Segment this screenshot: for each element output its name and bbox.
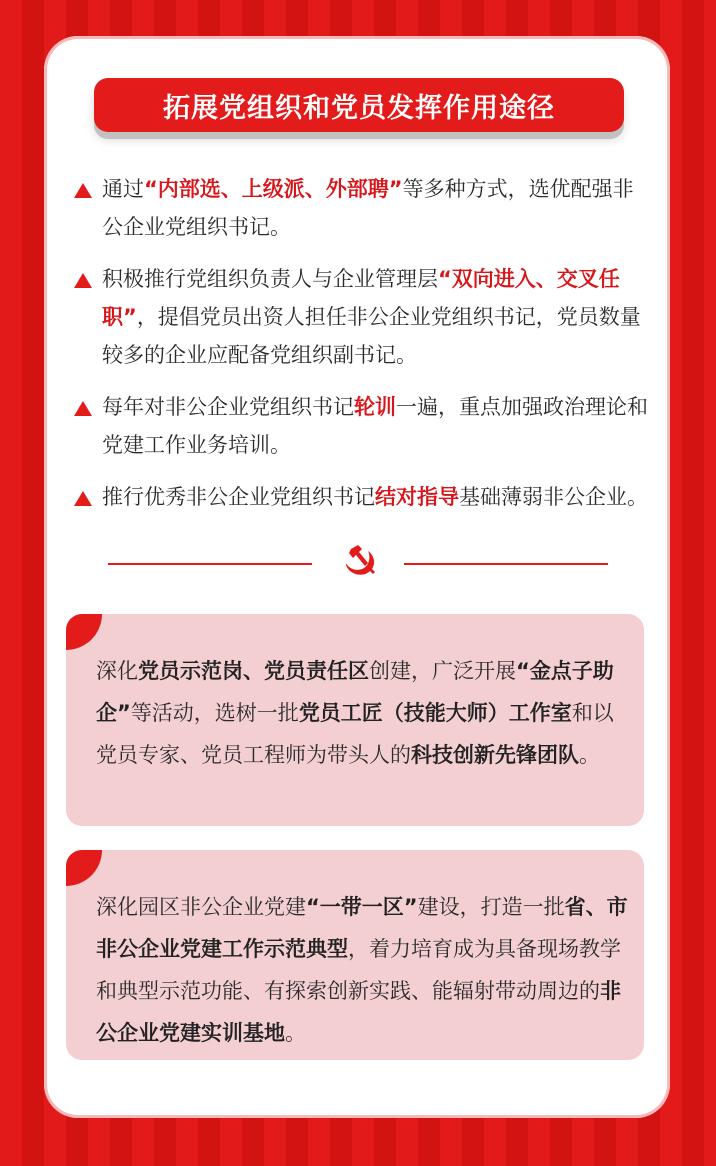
corner-decoration <box>66 614 102 650</box>
page-title: 拓展党组织和党员发挥作用途径 <box>163 92 555 124</box>
highlight-box-1: 深化党员示范岗、党员责任区创建，广泛开展“金点子助企”等活动，选树一批党员工匠（技能大师）工作室和以党员专家、党员工程师为带头人的科技创新先锋团队。 <box>66 614 644 826</box>
corner-decoration <box>66 850 102 886</box>
section-divider <box>108 541 608 585</box>
triangle-bullet-icon <box>74 183 92 198</box>
bullet-item: 推行优秀非公企业党组织书记结对指导基础薄弱非公企业。 <box>68 478 648 516</box>
bullet-list <box>68 170 648 530</box>
bullet-item: 通过“内部选、上级派、外部聘”等多种方式，选优配强非公企业党组织书记。 <box>68 170 648 246</box>
party-emblem-icon <box>338 541 378 581</box>
triangle-bullet-icon <box>74 401 92 416</box>
content-card <box>44 36 670 1118</box>
triangle-bullet-icon <box>74 491 92 506</box>
triangle-bullet-icon <box>74 273 92 288</box>
bullet-item: 积极推行党组织负责人与企业管理层“双向进入、交叉任职”，提倡党员出资人担任非公企业党组织书记，党员数量较多的企业应配备党组织副书记。 <box>68 260 648 374</box>
highlight-box-2: 深化园区非公企业党建“一带一区”建设，打造一批省、市非公企业党建工作示范典型，着力培育成为具备现场教学和典型示范功能、有探索创新实践、能辐射带动周边的非公企业党建实训基地。 <box>66 850 644 1060</box>
bullet-item: 每年对非公企业党组织书记轮训一遍，重点加强政治理论和党建工作业务培训。 <box>68 388 648 464</box>
divider-line-left <box>108 563 312 565</box>
title-banner <box>94 78 624 132</box>
divider-line-right <box>404 563 608 565</box>
